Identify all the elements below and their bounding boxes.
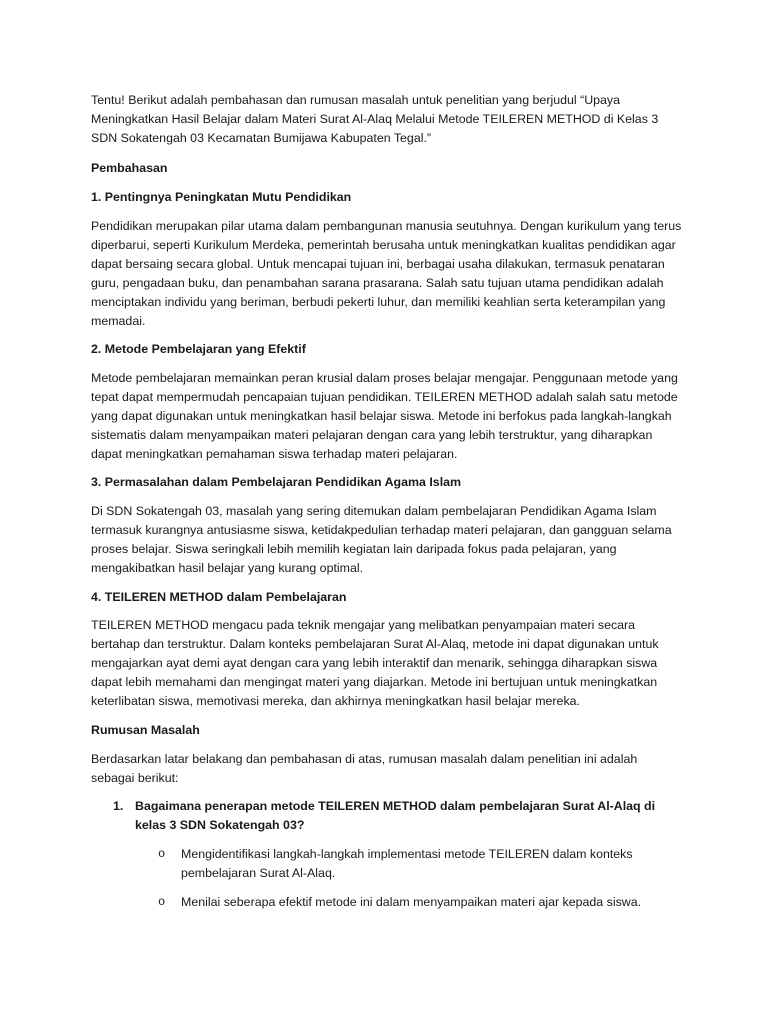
subheading-2: 2. Metode Pembelajaran yang Efektif — [91, 342, 306, 356]
section-heading-pembahasan: Pembahasan — [91, 161, 168, 175]
subheading-1: 1. Pentingnya Peningkatan Mutu Pendidikan — [91, 190, 352, 204]
paragraph-4: TEILEREN METHOD mengacu pada teknik mengajar yang melibatkan penyampaian materi secara bertahap dan terstruktur. Dalam konteks pembelajaran Surat Al-Alaq, metode ini dapat digunakan untuk mengajarkan ayat demi ayat dengan cara yang lebih interaktif dan menarik, sehingga diharapkan siswa dapat lebih memahami dan mengingat materi yang diajarkan. Metode ini bertujuan untuk meningkatkan keterlibatan siswa, memotivasi mereka, dan akhirnya meningkatkan hasil belajar mereka. — [91, 618, 659, 708]
sub-list-item — [158, 845, 682, 883]
paragraph-2: Metode pembelajaran memainkan peran krusial dalam proses belajar mengajar. Penggunaan metode yang tepat dapat mempermudah pencapaian tujuan pendidikan. TEILEREN METHOD adalah salah satu metode yang dapat digunakan untuk meningkatkan hasil belajar siswa. Metode ini berfokus pada langkah-langkah sistematis dalam menyampaikan materi pelajaran dengan cara yang lebih terstruktur, yang diharapkan dapat meningkatkan pemahaman siswa terhadap materi pelajaran. — [91, 371, 678, 461]
list-number: 1. — [113, 799, 124, 813]
section-heading-rumusan: Rumusan Masalah — [91, 723, 200, 737]
paragraph-1: Pendidikan merupakan pilar utama dalam pembangunan manusia seutuhnya. Dengan kurikulum yang terus diperbarui, seperti Kurikulum Merdeka, pemerintah berusaha untuk meningkatkan kualitas pendidikan agar dapat bersaing secara global. Untuk mencapai tujuan ini, berbagai usaha dilakukan, termasuk penataran guru, pengadaan buku, dan penambahan sarana prasarana. Salah satu tujuan utama pendidikan adalah menciptakan individu yang beriman, berbudi pekerti luhur, dan memiliki keahlian serta keterampilan yang memadai. — [91, 219, 682, 328]
sub-list-item-text: Mengidentifikasi langkah-langkah implementasi metode TEILEREN dalam konteks pembelajaran Surat Al-Alaq. — [181, 847, 633, 880]
intro-paragraph: Tentu! Berikut adalah pembahasan dan rumusan masalah untuk penelitian yang berjudul “Upaya Meningkatkan Hasil Belajar dalam Materi Surat Al-Alaq Melalui Metode TEILEREN METHOD di Kelas 3 SDN Sokatengah 03 Kecamatan Bumijawa Kabupaten Tegal.” — [91, 93, 659, 145]
list-item — [91, 797, 682, 835]
bullet-icon: o — [158, 895, 166, 909]
list-item-text: Bagaimana penerapan metode TEILEREN METHOD dalam pembelajaran Surat Al-Alaq di kelas 3 SDN Sokatengah 03? — [135, 799, 656, 832]
bullet-icon: o — [158, 847, 166, 861]
subheading-3: 3. Permasalahan dalam Pembelajaran Pendidikan Agama Islam — [91, 475, 462, 489]
sub-list-item — [158, 893, 682, 912]
sub-list-item-text: Menilai seberapa efektif metode ini dalam menyampaikan materi ajar kepada siswa. — [181, 895, 642, 909]
paragraph-3: Di SDN Sokatengah 03, masalah yang sering ditemukan dalam pembelajaran Pendidikan Agama Islam termasuk kurangnya antusiasme siswa, ketidakpedulian terhadap materi pelajaran, dan gangguan selama proses belajar. Siswa seringkali lebih memilih kegiatan lain daripada fokus pada pelajaran, yang mengakibatkan hasil belajar yang kurang optimal. — [91, 504, 672, 575]
rumusan-intro: Berdasarkan latar belakang dan pembahasan di atas, rumusan masalah dalam penelitian ini adalah sebagai berikut: — [91, 752, 638, 785]
subheading-4: 4. TEILEREN METHOD dalam Pembelajaran — [91, 590, 347, 604]
